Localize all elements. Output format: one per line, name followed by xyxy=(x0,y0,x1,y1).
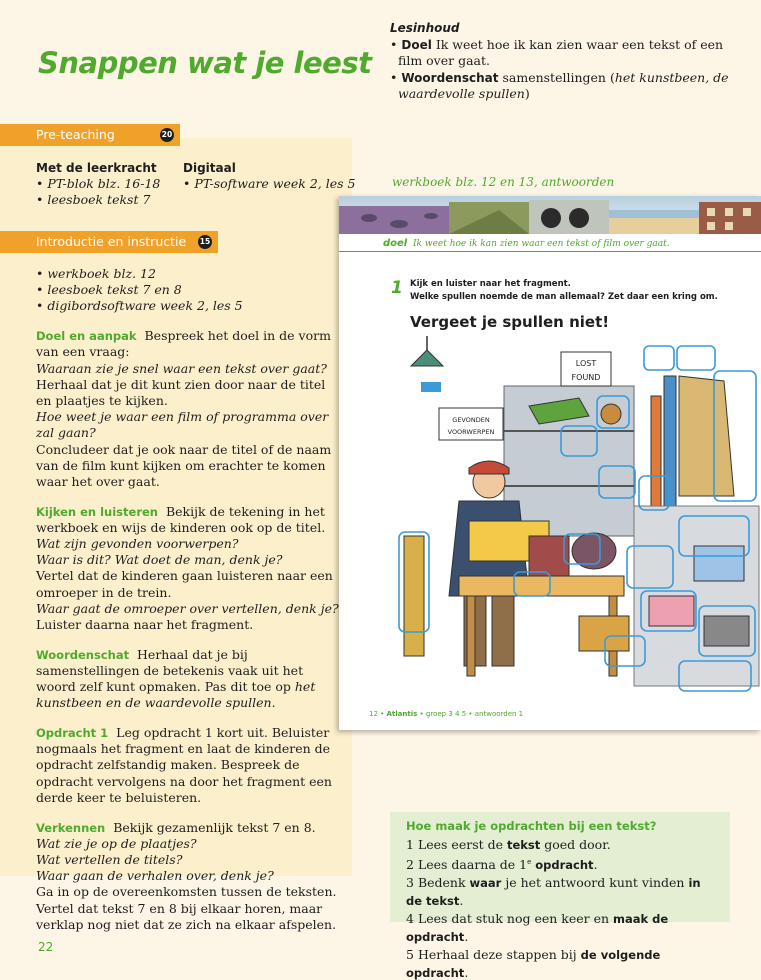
workbook-footer: 12 • Atlantis • groep 3 4 5 • antwoorden 1 xyxy=(369,710,524,718)
tip-step: 2 Lees daarna de 1e opdracht. xyxy=(406,857,598,873)
section-opdracht: Opdracht 1 Leg opdracht 1 kort uit. Beluister nogmaals het fragment en laat de kinderen de opdracht zelfstandig maken. Bespreek de opdracht vervolgens na door het fragment een derde keer te beluisteren. xyxy=(36,725,332,805)
section-doel: Doel en aanpak Bespreek het doel in de vorm van een vraag: Waaraan zie je snel waar een tekst over gaat? Herhaal dat je dit kunt zien door naar de titel en plaatjes te kijken. Hoe weet je waar een film of programma over zal gaan? Concludeer dat je ook naar de titel of de naam van de film kunt kijken om erachter te komen waar het over gaat. xyxy=(36,328,332,489)
exercise-number: 1 xyxy=(391,278,403,298)
vocabulary-examples: het kunstbeen, de waardevolle spullen xyxy=(398,69,729,101)
pre-teaching-bar xyxy=(0,124,180,146)
goal-text: Ik weet hoe ik kan zien waar een tekst of een film over gaat. xyxy=(398,36,724,68)
sign-voorwerpen: VOORWERPEN xyxy=(447,428,495,436)
vocabulary-label: Woordenschat xyxy=(401,70,499,85)
vocabulary-close: ) xyxy=(524,86,530,101)
story-title: Vergeet je spullen niet! xyxy=(410,313,610,331)
section-kijken: Kijken en luisteren Bekijk de tekening in het werkboek en wijs de kinderen ook op de titel. Wat zijn gevonden voorwerpen? Waar is dit? Wat doet de man, denk je? Vertel dat de kinderen gaan luisteren naar een omroeper in de trein. Waar gaat de omroeper over vertellen, denk je? Luister daarna naar het fragment. xyxy=(36,503,339,633)
page-title: Snappen wat je leest xyxy=(38,46,372,80)
tip-step: 4 Lees dat stuk nog een keer en maak de opdracht. xyxy=(406,911,669,945)
tip-title: Hoe maak je opdrachten bij een tekst? xyxy=(406,819,657,833)
section-heading: Opdracht 1 xyxy=(36,726,109,741)
pre-teaching-label: Pre-teaching xyxy=(36,127,115,142)
intro-label: Introductie en instructie xyxy=(36,234,187,249)
section-heading: Doel en aanpak xyxy=(36,329,137,344)
goal-label: Doel xyxy=(401,37,432,52)
time-badge: 15 xyxy=(198,235,212,249)
section-woordenschat: Woordenschat Herhaal dat je bij samenstellingen de betekenis vaak uit het woord zelf kunt opmaken. Pas dit toe op het kunstbeen en de waardevolle spullen. xyxy=(36,646,316,711)
column-heading: Met de leerkracht xyxy=(36,161,157,175)
exercise-instructions xyxy=(410,278,718,304)
lesson-goal: • Doel Ik weet hoe ik kan zien waar een tekst of een film over gaat. xyxy=(390,36,724,68)
sign-gevonden: GEVONDEN xyxy=(452,416,490,424)
instruction-line: Kijk en luister naar het fragment. xyxy=(410,279,571,289)
intro-bar xyxy=(0,231,218,253)
list-item: • leesboek tekst 7 xyxy=(36,192,151,207)
banner-image xyxy=(339,196,761,234)
materials-list: • werkboek blz. 12 • leesboek tekst 7 en 8 • digibordsoftware week 2, les 5 xyxy=(36,266,243,314)
time-badge: 20 xyxy=(160,128,174,142)
workbook-page xyxy=(339,196,761,730)
lesson-content xyxy=(390,20,730,103)
page-number: 22 xyxy=(38,940,54,954)
vocabulary-text: samenstellingen ( xyxy=(502,69,615,85)
intro-text xyxy=(36,266,342,947)
lesson-vocabulary: • Woordenschat samenstellingen (het kunstbeen, de waardevolle spullen) xyxy=(390,69,729,101)
goal-label: doel xyxy=(383,238,408,249)
workbook-reference: werkboek blz. 12 en 13, antwoorden xyxy=(392,175,615,189)
section-heading: Woordenschat xyxy=(36,647,130,662)
lesson-content-title: Lesinhoud xyxy=(390,21,460,35)
sign-found: FOUND xyxy=(571,373,601,382)
goal-text: Ik weet hoe ik kan zien waar een tekst of film over gaat. xyxy=(413,239,670,249)
lost-and-found-illustration xyxy=(379,336,761,708)
section-heading: Verkennen xyxy=(36,820,106,835)
tip-box xyxy=(390,812,730,980)
list-item: • PT-software week 2, les 5 xyxy=(183,176,356,191)
tip-step: 5 Herhaal deze stappen bij de volgende opdracht. xyxy=(406,947,661,980)
section-heading: Kijken en luisteren xyxy=(36,504,158,519)
instruction-line: Welke spullen noemde de man allemaal? Zet daar een kring om. xyxy=(410,292,718,302)
column-heading: Digitaal xyxy=(183,161,236,175)
pre-teaching-digital-column xyxy=(183,160,356,192)
tip-step: 1 Lees eerst de tekst goed door. xyxy=(406,837,611,852)
section-verkennen: Verkennen Bekijk gezamenlijk tekst 7 en 8. Wat zie je op de plaatjes? Wat vertellen de titels? Waar gaan de verhalen over, denk je? Ga in op de overeenkomsten tussen de teksten. Vertel dat tekst 7 en 8 bij elkaar horen, maar verklap nog niet dat ze zich na elkaar afspelen. xyxy=(36,819,337,932)
list-item: • PT-blok blz. 16-18 xyxy=(36,176,161,191)
goal-bar xyxy=(339,236,761,252)
pre-teaching-teacher-column xyxy=(36,160,160,208)
tip-step: 3 Bedenk waar je het antwoord kunt vinden in de tekst. xyxy=(406,875,701,909)
sign-lost: LOST xyxy=(575,359,597,368)
